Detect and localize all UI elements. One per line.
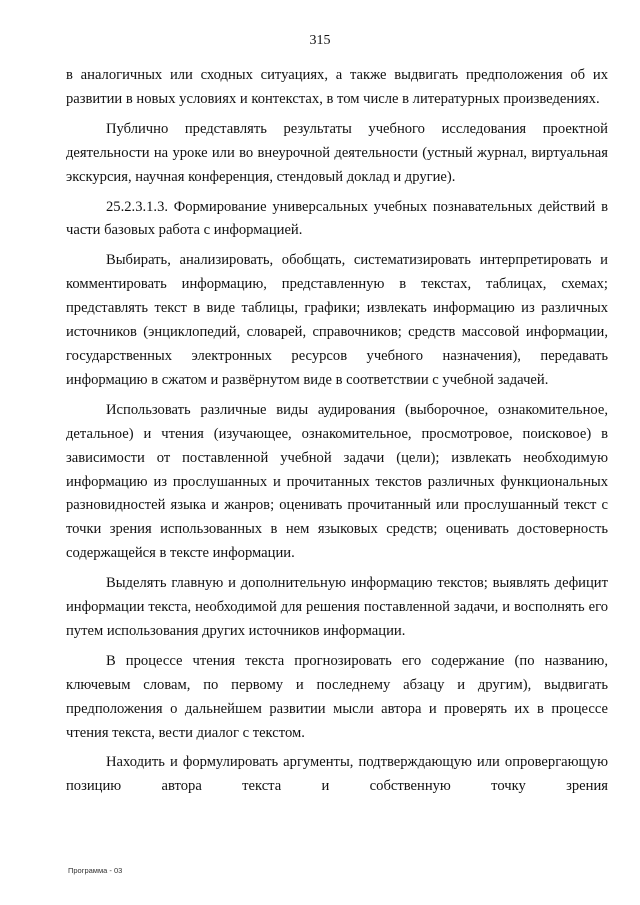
paragraph-public-presentation: Публично представлять результаты учебного исследования проектной деятельности на уроке или во внеурочной деятельности (устный журнал, виртуальная экскурсия, научная конференция, стендовый доклад и другие). (66, 120, 608, 185)
paragraph-main-info: Выделять главную и дополнительную информацию текстов; выявлять дефицит информации текста, необходимой для решения поставленной задачи, и восполнять его путем использования других источников информации. (66, 575, 608, 639)
footer-program-label: Программа - 03 (68, 866, 123, 875)
page-number: 315 (309, 33, 331, 48)
paragraph-continuation: в аналогичных или сходных ситуациях, а также выдвигать предположения об их развитии в новых условиях и контекстах, в том числе в литературных произведениях. (66, 67, 608, 107)
document-body (66, 64, 608, 799)
paragraph-arguments: Находить и формулировать аргументы, подтверждающую или опровергающую позицию автора текста и собственную точку зрения (66, 754, 608, 795)
section-heading-25-2-3-1-3: 25.2.3.1.3. Формирование универсальных учебных познавательных действий в части базовых работа с информацией. (66, 198, 608, 239)
paragraph-select-analyze: Выбирать, анализировать, обобщать, систематизировать интерпретировать и комментировать информацию, представленную в текстах, таблицах, схемах; представлять текст в виде таблицы, графики; извлекать информацию из различных источников (энциклопедий, словарей, справочников; средств массовой информации, государственных электронных ресурсов учебного назначения), передавать информацию в сжатом и развёрнутом виде в соответствии с учебной задачей. (66, 252, 608, 388)
paragraph-listening-reading: Использовать различные виды аудирования (выборочное, ознакомительное, детальное) и чтения (изучающее, ознакомительное, просмотровое, поисковое) в зависимости от поставленной учебной задачи (цели); извлекать необходимую информацию из прослушанных и прочитанных текстов различных функциональных разновидностей языка и жанров; оценивать прочитанный или прослушанный текст с точки зрения использованных в нем языковых средств; оценивать достоверность содержащейся в тексте информации. (66, 401, 608, 562)
paragraph-reading-process: В процессе чтения текста прогнозировать его содержание (по названию, ключевым словам, по первому и последнему абзацу и другим), выдвигать предположения о дальнейшем развитии мысли автора и проверять их в процессе чтения текста, вести диалог с текстом. (66, 652, 608, 741)
